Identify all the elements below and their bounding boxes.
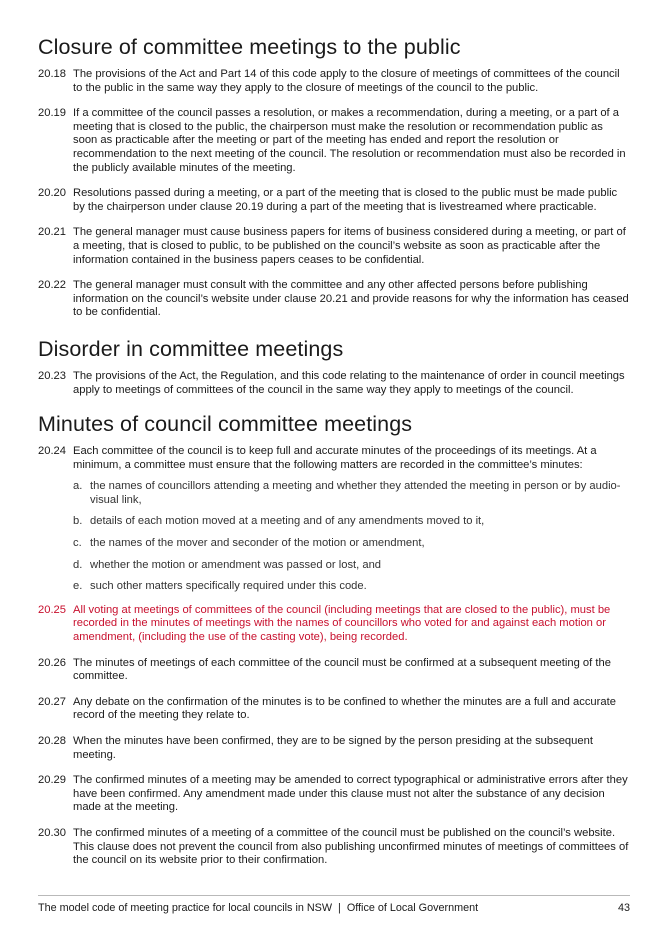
minutes-matters-list — [73, 480, 630, 594]
clause-number: 20.19 — [38, 107, 66, 120]
list-letter: b. — [73, 515, 83, 528]
list-item — [73, 559, 630, 573]
clause-number: 20.20 — [38, 187, 66, 200]
list-text: the names of the mover and seconder of the motion or amendment, — [90, 537, 425, 550]
clause-20-19 — [38, 107, 630, 175]
clause-20-27 — [38, 696, 630, 723]
clause-number: 20.22 — [38, 279, 66, 292]
list-text: the names of councillors attending a meeting and whether they attended the meeting in person or by audio-visual link, — [90, 480, 621, 506]
clause-text: Resolutions passed during a meeting, or a part of the meeting that is closed to the public must be made public by the chairperson under clause 20.19 during a part of the meeting that is livestreamed where practicable. — [73, 187, 618, 213]
clause-text: The general manager must consult with the committee and any other affected persons before publishing information on the council’s website under clause 20.21 and provide reasons for why the information has ceased to be confidential. — [73, 279, 629, 319]
clause-text: The minutes of meetings of each committee of the council must be confirmed at a subsequent meeting of the committee. — [73, 656, 611, 683]
clause-number: 20.26 — [38, 656, 66, 669]
clause-20-25 — [38, 604, 630, 645]
clause-text: The confirmed minutes of a meeting of a committee of the council must be published on the council’s website. This clause does not prevent the council from also publishing unconfirmed minutes of meetings of committees of the council on its website prior to their confirmation. — [73, 826, 629, 867]
clause-number: 20.27 — [38, 695, 66, 708]
list-letter: c. — [73, 537, 82, 550]
clause-20-29 — [38, 774, 630, 815]
list-text: whether the motion or amendment was passed or lost, and — [90, 558, 382, 571]
clause-20-30 — [38, 827, 630, 868]
section-heading-closure: Closure of committee meetings to the public — [38, 35, 461, 59]
clause-text: The provisions of the Act and Part 14 of this code apply to the closure of meetings of committees of the council to the public in the same way they apply to the closure of meetings of the council to the public. — [73, 68, 620, 94]
clause-number: 20.23 — [38, 369, 66, 382]
clause-number: 20.28 — [38, 735, 66, 747]
clause-number: 20.29 — [38, 774, 66, 787]
section-heading-minutes: Minutes of council committee meetings — [38, 412, 413, 437]
list-text: such other matters specifically required under this code. — [90, 580, 367, 593]
list-text: details of each motion moved at a meeting and of any amendments moved to it, — [90, 515, 485, 528]
clause-20-23 — [38, 370, 630, 397]
list-item — [73, 580, 630, 594]
clause-text: The provisions of the Act, the Regulation, and this code relating to the maintenance of order in council meetings apply to meetings of committees of the council in the same way they apply to meetings of the council. — [73, 369, 625, 396]
clause-number: 20.21 — [38, 226, 66, 239]
list-letter: a. — [73, 480, 83, 493]
clause-20-26 — [38, 657, 630, 684]
footer-title: The model code of meeting practice for local councils in NSW | Office of Local Government — [38, 902, 479, 914]
page-number: 43 — [617, 902, 630, 914]
clause-text: All voting at meetings of committees of the council (including meetings that are closed to the public), must be recorded in the minutes of meetings with the names of councillors who voted for and against each motion or amendment, (including the use of the casting vote), being recorded. — [73, 603, 611, 644]
clause-20-24 — [38, 445, 630, 472]
clause-20-28 — [38, 735, 630, 762]
clause-20-22 — [38, 279, 630, 320]
clause-text: The confirmed minutes of a meeting may be amended to correct typographical or administrative errors after they have been confirmed. Any amendment made under this clause must not alter the substance of any decision made at the meeting. — [73, 774, 628, 814]
clause-20-18 — [38, 68, 630, 95]
list-item — [73, 537, 630, 551]
list-letter: e. — [73, 580, 83, 593]
clause-number: 20.30 — [38, 826, 66, 839]
clause-number: 20.18 — [38, 68, 66, 80]
list-letter: d. — [73, 558, 83, 571]
clause-text: If a committee of the council passes a resolution, or makes a recommendation, during a meeting, or a part of a meeting that is closed to the public, the chairperson must make the resolution or recommendation public as soon as practicable after the meeting or part of the meeting has ended and report the resolution or recommendation to the next meeting of the council. The resolution or recommendation must also be recorded in the publicly available minutes of the meeting. — [73, 107, 626, 174]
clause-text: The general manager must cause business papers for items of business considered during a meeting, or part of a meeting, that is closed to public, to be published on the council’s website as soon as practicable after the information contained in the business papers ceases to be confidential. — [73, 226, 626, 266]
list-item — [73, 480, 630, 507]
clause-20-21 — [38, 226, 630, 267]
section-heading-disorder: Disorder in committee meetings — [38, 336, 344, 361]
page-footer — [38, 895, 630, 914]
clause-number: 20.24 — [38, 445, 66, 458]
clause-text: Any debate on the confirmation of the minutes is to be confined to whether the minutes are a full and accurate record of the meeting they relate to. — [73, 695, 616, 722]
clause-text: When the minutes have been confirmed, they are to be signed by the person presiding at the subsequent meeting. — [73, 735, 593, 761]
document-page — [38, 34, 630, 880]
clause-20-20 — [38, 187, 630, 214]
list-item — [73, 515, 630, 529]
clause-number: 20.25 — [38, 603, 66, 616]
clause-text: Each committee of the council is to keep full and accurate minutes of the proceedings of its meetings. At a minimum, a committee must ensure that the following matters are recorded in the committee’s minutes: — [73, 445, 597, 471]
